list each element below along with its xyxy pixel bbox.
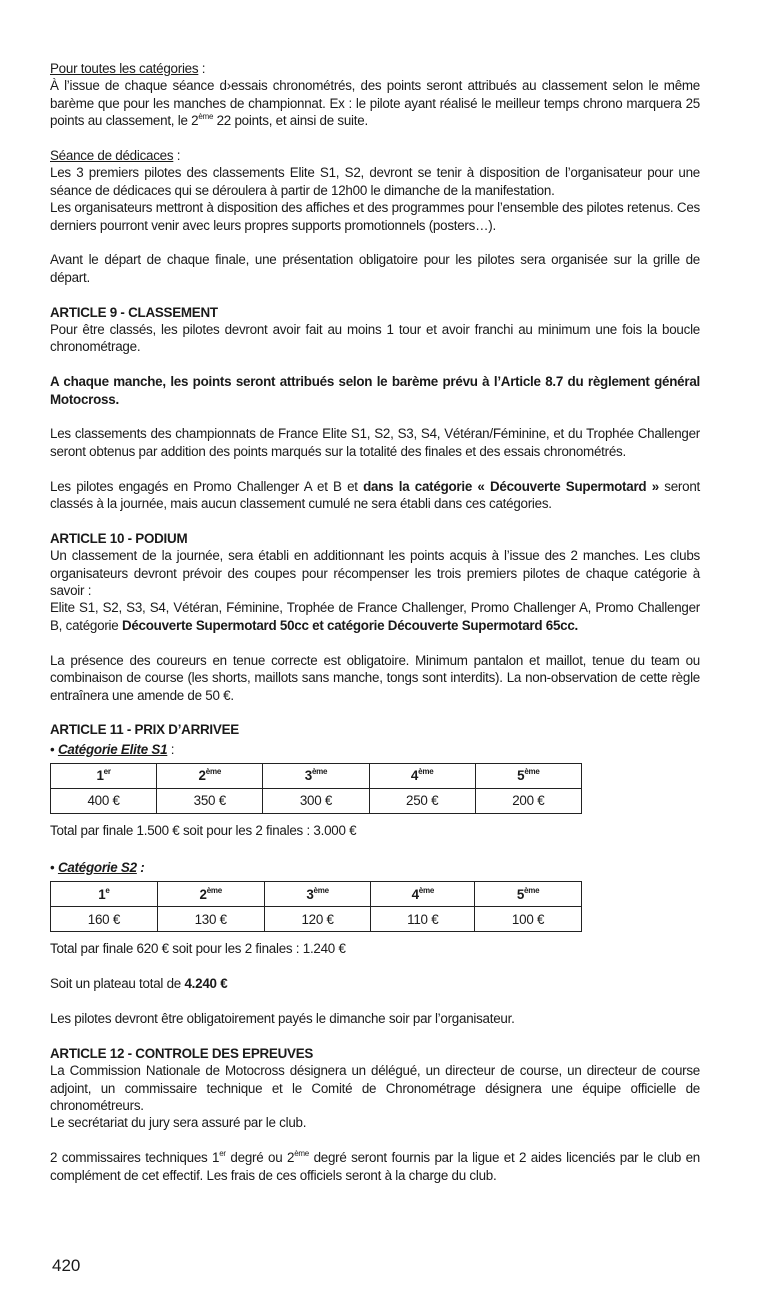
bullet-icon: • bbox=[50, 741, 55, 757]
article-10-p2: Elite S1, S2, S3, S4, Vétéran, Féminine, Trophée de France Challenger, Promo Challenger A, Promo Challenger B, catégorie Découverte Supermotard 50cc et catégorie Découverte Supermotard 65cc. bbox=[50, 600, 700, 633]
place-header: 3ème bbox=[263, 764, 369, 789]
prize-cell: 110 € bbox=[371, 907, 475, 932]
place-header: 1e bbox=[51, 882, 158, 907]
place-header: 1er bbox=[51, 764, 157, 789]
prize-cell: 200 € bbox=[475, 789, 581, 814]
payment-note: Les pilotes devront être obligatoirement payés le dimanche soir par l’organisateur. bbox=[50, 1010, 515, 1026]
article-12-p1: La Commission Nationale de Motocross désignera un délégué, un directeur de course, un directeur de course adjoint, un commissaire technique et le Comité de Chronométrage désignera une équipe officielle de chronométreurs. bbox=[50, 1063, 700, 1113]
prize-cell: 300 € bbox=[263, 789, 369, 814]
prize-cell: 120 € bbox=[264, 907, 371, 932]
place-header: 2ème bbox=[157, 764, 263, 789]
place-header: 5ème bbox=[475, 882, 582, 907]
elite-s1-total: Total par finale 1.500 € soit pour les 2 finales : 3.000 € bbox=[50, 823, 357, 839]
place-header: 2ème bbox=[157, 882, 264, 907]
article-10-p3: La présence des coureurs en tenue correcte est obligatoire. Minimum pantalon et maillot, tenue du team ou combinaison de course (les shorts, maillots sans manche, tongs sont interdits). La non-observation de cette règle entraînera une amende de 50 €. bbox=[50, 652, 700, 703]
prize-cell: 100 € bbox=[475, 907, 582, 932]
category-elite-s1-title: • Catégorie Elite S1 : bbox=[50, 741, 175, 757]
place-header: 3ème bbox=[264, 882, 371, 907]
prize-table-s2 bbox=[50, 881, 582, 932]
prize-cell: 350 € bbox=[157, 789, 263, 814]
prize-table-header-row bbox=[51, 764, 582, 789]
article-9-p2: A chaque manche, les points seront attribués selon le barème prévu à l’Article 8.7 du règlement général Motocross. bbox=[50, 374, 700, 407]
prize-table-row bbox=[51, 789, 582, 814]
place-header: 5ème bbox=[475, 764, 581, 789]
article-11-heading: ARTICLE 11 - PRIX D’ARRIVEE bbox=[50, 722, 239, 738]
prize-cell: 250 € bbox=[369, 789, 475, 814]
paragraph-timed-practice: À l’issue de chaque séance d›essais chronométrés, des points seront attribués au classement selon le même barème que pour les manches de championnat. Ex : le pilote ayant réalisé le meilleur temps chrono marquera 25 points au classement, le 2ème 22 points, et ainsi de suite. bbox=[50, 78, 700, 129]
prize-table-header-row bbox=[51, 882, 582, 907]
paragraph-autograph-1: Les 3 premiers pilotes des classements Elite S1, S2, devront se tenir à disposition de l’organisateur pour une séance de dédicaces qui se déroulera à partir de 12h00 le dimanche de la manifestation. bbox=[50, 165, 700, 198]
article-12-heading: ARTICLE 12 - CONTROLE DES EPREUVES bbox=[50, 1045, 314, 1061]
article-9-p1: Pour être classés, les pilotes devront avoir fait au moins 1 tour et avoir franchi au minimum une fois la boucle chronométrage. bbox=[50, 322, 700, 355]
page-number: 420 bbox=[52, 1256, 81, 1275]
prize-cell: 130 € bbox=[157, 907, 264, 932]
article-12-p3: 2 commissaires techniques 1er degré ou 2ème degré seront fournis par la ligue et 2 aides licenciés par le club en complément de cet effectif. Les frais de ces officiels seront à la charge du club. bbox=[50, 1149, 700, 1183]
paragraph-presentation: Avant le départ de chaque finale, une présentation obligatoire pour les pilotes sera organisée sur la grille de départ. bbox=[50, 252, 700, 285]
article-10-p1: Un classement de la journée, sera établi en additionnant les points acquis à l’issue des 2 manches. Les clubs organisateurs devront prévoir des coupes pour récompenser les trois premiers pilotes de chaque catégorie à savoir : bbox=[50, 548, 700, 599]
prize-cell: 400 € bbox=[51, 789, 157, 814]
section-title-autograph: Séance de dédicaces : bbox=[50, 148, 181, 164]
article-10-heading: ARTICLE 10 - PODIUM bbox=[50, 530, 188, 546]
article-12-p2: Le secrétariat du jury sera assuré par le club. bbox=[50, 1115, 307, 1131]
bullet-icon: • bbox=[50, 859, 55, 875]
document-page bbox=[50, 60, 700, 1184]
prize-cell: 160 € bbox=[51, 907, 158, 932]
article-9-heading: ARTICLE 9 - CLASSEMENT bbox=[50, 304, 218, 320]
section-title-all-categories: Pour toutes les catégories : bbox=[50, 61, 206, 76]
prize-table-elite-s1 bbox=[50, 763, 582, 814]
place-header: 4ème bbox=[371, 882, 475, 907]
place-header: 4ème bbox=[369, 764, 475, 789]
prize-table-row bbox=[51, 907, 582, 932]
article-9-p4: Les pilotes engagés en Promo Challenger A et B et dans la catégorie « Découverte Supermotard » seront classés à la journée, mais aucun classement cumulé ne sera établi dans ces catégories. bbox=[50, 478, 701, 512]
plateau-total: Soit un plateau total de 4.240 € bbox=[50, 976, 228, 992]
article-9-p3: Les classements des championnats de France Elite S1, S2, S3, S4, Vétéran/Féminine, et du Trophée Challenger seront obtenus par addition des points marqués sur la totalité des finales et des essais chronométrés. bbox=[50, 426, 700, 459]
paragraph-autograph-2: Les organisateurs mettront à disposition des affiches et des programmes pour l’ensemble des pilotes retenus. Ces derniers pourront venir avec leurs propres supports promotionnels (posters…). bbox=[50, 200, 700, 233]
category-s2-title: • Catégorie S2 : bbox=[50, 859, 145, 875]
s2-total: Total par finale 620 € soit pour les 2 finales : 1.240 € bbox=[50, 941, 346, 957]
